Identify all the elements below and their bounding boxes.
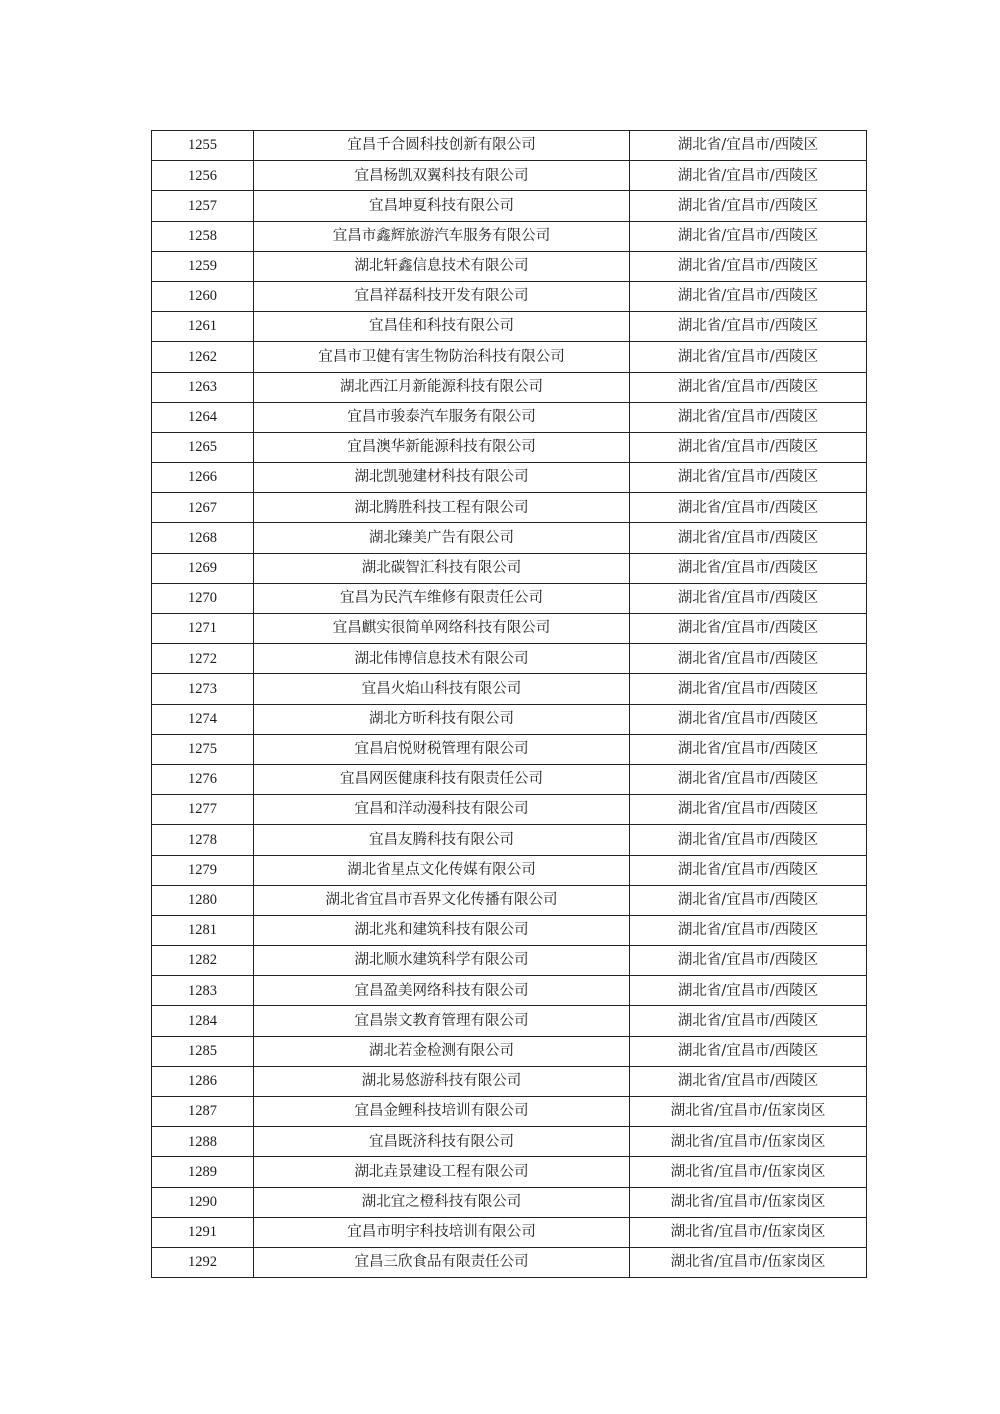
row-number-cell: 1258 — [152, 221, 254, 251]
row-number-cell: 1292 — [152, 1247, 254, 1277]
location-cell: 湖北省/宜昌市/西陵区 — [630, 553, 867, 583]
row-number-cell: 1256 — [152, 161, 254, 191]
location-cell: 湖北省/宜昌市/西陵区 — [630, 281, 867, 311]
location-cell: 湖北省/宜昌市/西陵区 — [630, 885, 867, 915]
company-name-cell: 宜昌火焰山科技有限公司 — [254, 674, 630, 704]
row-number-cell: 1274 — [152, 704, 254, 734]
row-number-cell: 1255 — [152, 131, 254, 161]
location-cell: 湖北省/宜昌市/西陵区 — [630, 221, 867, 251]
table-row — [152, 614, 867, 644]
location-cell: 湖北省/宜昌市/西陵区 — [630, 704, 867, 734]
company-name-cell: 宜昌盈美网络科技有限公司 — [254, 976, 630, 1006]
row-number-cell: 1275 — [152, 734, 254, 764]
table-row — [152, 1217, 867, 1247]
company-name-cell: 宜昌既济科技有限公司 — [254, 1127, 630, 1157]
location-cell: 湖北省/宜昌市/西陵区 — [630, 764, 867, 794]
company-name-cell: 宜昌三欣食品有限责任公司 — [254, 1247, 630, 1277]
company-name-cell: 湖北垚景建设工程有限公司 — [254, 1157, 630, 1187]
location-cell: 湖北省/宜昌市/西陵区 — [630, 493, 867, 523]
row-number-cell: 1287 — [152, 1097, 254, 1127]
row-number-cell: 1291 — [152, 1217, 254, 1247]
company-name-cell: 宜昌市明宇科技培训有限公司 — [254, 1217, 630, 1247]
company-name-cell: 湖北伟博信息技术有限公司 — [254, 644, 630, 674]
table-row — [152, 1066, 867, 1096]
table-row — [152, 915, 867, 945]
row-number-cell: 1264 — [152, 402, 254, 432]
location-cell: 湖北省/宜昌市/伍家岗区 — [630, 1247, 867, 1277]
table-row — [152, 1006, 867, 1036]
table-row — [152, 1097, 867, 1127]
row-number-cell: 1263 — [152, 372, 254, 402]
row-number-cell: 1281 — [152, 915, 254, 945]
table-row — [152, 734, 867, 764]
company-name-cell: 湖北兆和建筑科技有限公司 — [254, 915, 630, 945]
company-name-cell: 宜昌金鲤科技培训有限公司 — [254, 1097, 630, 1127]
location-cell: 湖北省/宜昌市/西陵区 — [630, 1006, 867, 1036]
location-cell: 湖北省/宜昌市/伍家岗区 — [630, 1187, 867, 1217]
company-name-cell: 湖北方昕科技有限公司 — [254, 704, 630, 734]
company-name-cell: 湖北臻美广告有限公司 — [254, 523, 630, 553]
table-body — [152, 131, 867, 1278]
row-number-cell: 1280 — [152, 885, 254, 915]
location-cell: 湖北省/宜昌市/西陵区 — [630, 312, 867, 342]
row-number-cell: 1267 — [152, 493, 254, 523]
location-cell: 湖北省/宜昌市/西陵区 — [630, 825, 867, 855]
table-row — [152, 825, 867, 855]
company-name-cell: 湖北凯驰建材科技有限公司 — [254, 463, 630, 493]
company-name-cell: 宜昌麒实很简单网络科技有限公司 — [254, 614, 630, 644]
location-cell: 湖北省/宜昌市/伍家岗区 — [630, 1157, 867, 1187]
company-name-cell: 宜昌佳和科技有限公司 — [254, 312, 630, 342]
location-cell: 湖北省/宜昌市/西陵区 — [630, 614, 867, 644]
company-name-cell: 宜昌和洋动漫科技有限公司 — [254, 795, 630, 825]
row-number-cell: 1288 — [152, 1127, 254, 1157]
table-row — [152, 221, 867, 251]
row-number-cell: 1289 — [152, 1157, 254, 1187]
company-name-cell: 湖北西江月新能源科技有限公司 — [254, 372, 630, 402]
row-number-cell: 1278 — [152, 825, 254, 855]
company-name-cell: 宜昌澳华新能源科技有限公司 — [254, 432, 630, 462]
company-name-cell: 湖北若金检测有限公司 — [254, 1036, 630, 1066]
table-row — [152, 493, 867, 523]
company-name-cell: 湖北省宜昌市吾界文化传播有限公司 — [254, 885, 630, 915]
company-name-cell: 湖北省星点文化传媒有限公司 — [254, 855, 630, 885]
row-number-cell: 1261 — [152, 312, 254, 342]
company-list-table — [151, 130, 867, 1278]
location-cell: 湖北省/宜昌市/西陵区 — [630, 523, 867, 553]
table-row — [152, 191, 867, 221]
location-cell: 湖北省/宜昌市/西陵区 — [630, 432, 867, 462]
table-row — [152, 976, 867, 1006]
row-number-cell: 1266 — [152, 463, 254, 493]
company-name-cell: 宜昌市卫健有害生物防治科技有限公司 — [254, 342, 630, 372]
location-cell: 湖北省/宜昌市/西陵区 — [630, 644, 867, 674]
table-row — [152, 251, 867, 281]
location-cell: 湖北省/宜昌市/西陵区 — [630, 131, 867, 161]
row-number-cell: 1276 — [152, 764, 254, 794]
company-name-cell: 宜昌市鑫辉旅游汽车服务有限公司 — [254, 221, 630, 251]
table-row — [152, 855, 867, 885]
row-number-cell: 1262 — [152, 342, 254, 372]
table-row — [152, 1247, 867, 1277]
location-cell: 湖北省/宜昌市/伍家岗区 — [630, 1097, 867, 1127]
company-name-cell: 湖北轩鑫信息技术有限公司 — [254, 251, 630, 281]
company-name-cell: 湖北宜之橙科技有限公司 — [254, 1187, 630, 1217]
table-row — [152, 583, 867, 613]
company-name-cell: 宜昌祥磊科技开发有限公司 — [254, 281, 630, 311]
row-number-cell: 1269 — [152, 553, 254, 583]
location-cell: 湖北省/宜昌市/西陵区 — [630, 1036, 867, 1066]
table-row — [152, 946, 867, 976]
location-cell: 湖北省/宜昌市/西陵区 — [630, 855, 867, 885]
table-row — [152, 402, 867, 432]
row-number-cell: 1257 — [152, 191, 254, 221]
row-number-cell: 1273 — [152, 674, 254, 704]
table-row — [152, 1036, 867, 1066]
table-row — [152, 342, 867, 372]
row-number-cell: 1284 — [152, 1006, 254, 1036]
table-row — [152, 644, 867, 674]
company-name-cell: 宜昌市骏泰汽车服务有限公司 — [254, 402, 630, 432]
location-cell: 湖北省/宜昌市/西陵区 — [630, 976, 867, 1006]
table-row — [152, 463, 867, 493]
company-name-cell: 湖北易悠游科技有限公司 — [254, 1066, 630, 1096]
table-row — [152, 131, 867, 161]
table-row — [152, 795, 867, 825]
location-cell: 湖北省/宜昌市/西陵区 — [630, 583, 867, 613]
company-name-cell: 宜昌千合圆科技创新有限公司 — [254, 131, 630, 161]
location-cell: 湖北省/宜昌市/西陵区 — [630, 463, 867, 493]
company-name-cell: 宜昌友腾科技有限公司 — [254, 825, 630, 855]
company-name-cell: 宜昌为民汽车维修有限责任公司 — [254, 583, 630, 613]
row-number-cell: 1286 — [152, 1066, 254, 1096]
row-number-cell: 1265 — [152, 432, 254, 462]
location-cell: 湖北省/宜昌市/西陵区 — [630, 795, 867, 825]
table-row — [152, 885, 867, 915]
location-cell: 湖北省/宜昌市/西陵区 — [630, 402, 867, 432]
location-cell: 湖北省/宜昌市/西陵区 — [630, 734, 867, 764]
table-row — [152, 312, 867, 342]
company-name-cell: 湖北顺水建筑科学有限公司 — [254, 946, 630, 976]
location-cell: 湖北省/宜昌市/西陵区 — [630, 161, 867, 191]
location-cell: 湖北省/宜昌市/西陵区 — [630, 946, 867, 976]
row-number-cell: 1272 — [152, 644, 254, 674]
location-cell: 湖北省/宜昌市/西陵区 — [630, 915, 867, 945]
row-number-cell: 1283 — [152, 976, 254, 1006]
table-row — [152, 1157, 867, 1187]
location-cell: 湖北省/宜昌市/伍家岗区 — [630, 1127, 867, 1157]
row-number-cell: 1259 — [152, 251, 254, 281]
company-name-cell: 宜昌网医健康科技有限责任公司 — [254, 764, 630, 794]
table-row — [152, 1187, 867, 1217]
table-row — [152, 372, 867, 402]
row-number-cell: 1270 — [152, 583, 254, 613]
location-cell: 湖北省/宜昌市/西陵区 — [630, 191, 867, 221]
row-number-cell: 1290 — [152, 1187, 254, 1217]
location-cell: 湖北省/宜昌市/西陵区 — [630, 372, 867, 402]
table-row — [152, 432, 867, 462]
company-name-cell: 宜昌启悦财税管理有限公司 — [254, 734, 630, 764]
table-row — [152, 1127, 867, 1157]
table-row — [152, 674, 867, 704]
row-number-cell: 1285 — [152, 1036, 254, 1066]
row-number-cell: 1279 — [152, 855, 254, 885]
location-cell: 湖北省/宜昌市/西陵区 — [630, 674, 867, 704]
table-row — [152, 281, 867, 311]
location-cell: 湖北省/宜昌市/西陵区 — [630, 251, 867, 281]
company-name-cell: 湖北碳智汇科技有限公司 — [254, 553, 630, 583]
table-row — [152, 161, 867, 191]
location-cell: 湖北省/宜昌市/伍家岗区 — [630, 1217, 867, 1247]
table-row — [152, 764, 867, 794]
company-name-cell: 宜昌杨凯双翼科技有限公司 — [254, 161, 630, 191]
table-row — [152, 553, 867, 583]
row-number-cell: 1271 — [152, 614, 254, 644]
row-number-cell: 1282 — [152, 946, 254, 976]
row-number-cell: 1277 — [152, 795, 254, 825]
table-row — [152, 704, 867, 734]
table-row — [152, 523, 867, 553]
company-name-cell: 宜昌崇文教育管理有限公司 — [254, 1006, 630, 1036]
location-cell: 湖北省/宜昌市/西陵区 — [630, 342, 867, 372]
company-name-cell: 宜昌坤夏科技有限公司 — [254, 191, 630, 221]
row-number-cell: 1268 — [152, 523, 254, 553]
row-number-cell: 1260 — [152, 281, 254, 311]
company-name-cell: 湖北腾胜科技工程有限公司 — [254, 493, 630, 523]
location-cell: 湖北省/宜昌市/西陵区 — [630, 1066, 867, 1096]
